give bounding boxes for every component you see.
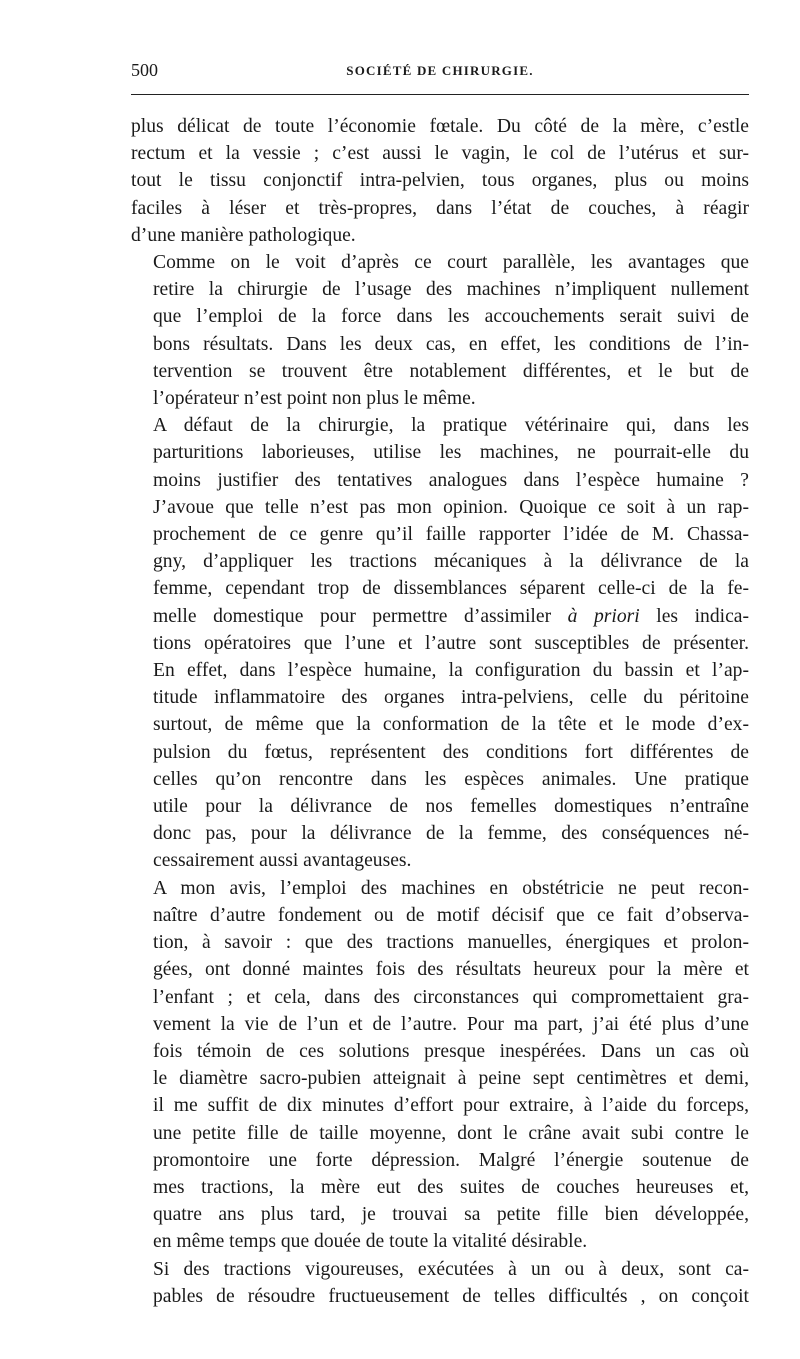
text-line: faciles à léser et très-propres, dans l’état de couches, à réagir <box>131 197 749 219</box>
text-line: que l’emploi de la force dans les accouchements serait suivi de <box>153 306 749 328</box>
italic-text: à priori <box>567 605 640 627</box>
text-line: en même temps que douée de toute la vitalité désirable. <box>153 1231 588 1253</box>
text-line: rectum et la vessie ; c’est aussi le vagin, le col de l’utérus et sur- <box>131 143 749 165</box>
text-line: tout le tissu conjonctif intra-pelvien, tous organes, plus ou moins <box>131 170 749 192</box>
paragraph <box>131 249 749 412</box>
text-line: l’enfant ; et cela, dans des circonstances qui compromettaient gra- <box>153 986 749 1008</box>
running-head <box>131 58 749 88</box>
running-title: SOCIÉTÉ DE CHIRURGIE. <box>346 63 534 78</box>
text-line: l’opérateur n’est point non plus le même. <box>153 388 476 410</box>
text-line: il me suffit de dix minutes d’effort pour extraire, à l’aide du forceps, <box>153 1095 749 1117</box>
text-line: promontoire une forte dépression. Malgré l’énergie soutenue de <box>153 1149 749 1171</box>
text-line: donc pas, pour la délivrance de la femme, des conséquences né- <box>153 823 749 845</box>
text-line: prochement de ce genre qu’il faille rapporter l’idée de M. Chassa- <box>153 524 749 546</box>
text-line: quatre ans plus tard, je trouvai sa petite fille bien développée, <box>153 1204 749 1226</box>
text-line: tion, à savoir : que des tractions manuelles, énergiques et prolon- <box>153 932 749 954</box>
book-page <box>131 58 749 1310</box>
text-line: naître d’autre fondement ou de motif décisif que ce fait d’observa- <box>153 904 749 926</box>
text-line: celles qu’on rencontre dans les espèces animales. Une pratique <box>153 768 749 790</box>
paragraph <box>131 875 749 1256</box>
text-line: une petite fille de taille moyenne, dont le crâne avait subi contre le <box>153 1122 749 1144</box>
text-line: d’une manière pathologique. <box>131 224 356 246</box>
text-line: titude inflammatoire des organes intra-pelviens, celle du péritoine <box>153 687 749 709</box>
text-line: pulsion du fœtus, représentent des conditions fort différentes de <box>153 741 749 763</box>
text-line: J’avoue que telle n’est pas mon opinion. Quoique ce soit à un rap- <box>153 496 749 518</box>
text-line: bons résultats. Dans les deux cas, en effet, les conditions de l’in- <box>153 333 749 355</box>
text-line: femme, cependant trop de dissemblances séparent celle-ci de la fe- <box>153 578 749 600</box>
page-number: 500 <box>131 60 158 80</box>
text-line: En effet, dans l’espèce humaine, la configuration du bassin et l’ap- <box>153 660 749 682</box>
text-line: plus délicat de toute l’économie fœtale. Du côté de la mère, c’estle <box>131 116 749 137</box>
text-line: gées, ont donné maintes fois des résultats heureux pour la mère et <box>153 959 749 981</box>
text-line: pables de résoudre fructueusement de telles difficultés , on conçoit <box>153 1285 749 1307</box>
text-line: tions opératoires que l’une et l’autre sont susceptibles de présenter. <box>153 632 749 654</box>
text-line: vement la vie de l’un et de l’autre. Pour ma part, j’ai été plus d’une <box>153 1013 749 1035</box>
text-line: Comme on le voit d’après ce court parallèle, les avantages que <box>153 252 749 274</box>
text-line: mes tractions, la mère eut des suites de couches heureuses et, <box>153 1176 749 1198</box>
text-line: fois témoin de ces solutions presque inespérées. Dans un cas où <box>153 1040 749 1062</box>
header-rule <box>131 94 749 95</box>
paragraph <box>131 412 749 874</box>
text-line: gny, d’appliquer les tractions mécaniques à la délivrance de la <box>153 551 749 573</box>
text-line: parturitions laborieuses, utilise les machines, ne pourrait-elle du <box>153 442 749 464</box>
text-line: A défaut de la chirurgie, la pratique vétérinaire qui, dans les <box>153 415 749 437</box>
body-text <box>131 113 749 1310</box>
paragraph <box>131 113 749 249</box>
text-line: utile pour la délivrance de nos femelles domestiques n’entraîne <box>153 796 749 818</box>
text-line: moins justifier des tentatives analogues dans l’espèce humaine ? <box>153 469 749 491</box>
text-line: le diamètre sacro-pubien atteignait à peine sept centimètres et demi, <box>153 1068 749 1090</box>
text-line: retire la chirurgie de l’usage des machines n’impliquent nullement <box>153 279 749 301</box>
text-line: surtout, de même que la conformation de la tête et le mode d’ex- <box>153 714 749 736</box>
text-line: cessairement aussi avantageuses. <box>153 850 412 872</box>
text-line: melle domestique pour permettre d’assimiler à priori les indica- <box>153 605 749 627</box>
paragraph <box>131 1256 749 1310</box>
text-line: tervention se trouvent être notablement différentes, et le but de <box>153 360 749 382</box>
text-line: A mon avis, l’emploi des machines en obstétricie ne peut recon- <box>153 877 749 899</box>
text-line: Si des tractions vigoureuses, exécutées à un ou à deux, sont ca- <box>153 1258 749 1280</box>
